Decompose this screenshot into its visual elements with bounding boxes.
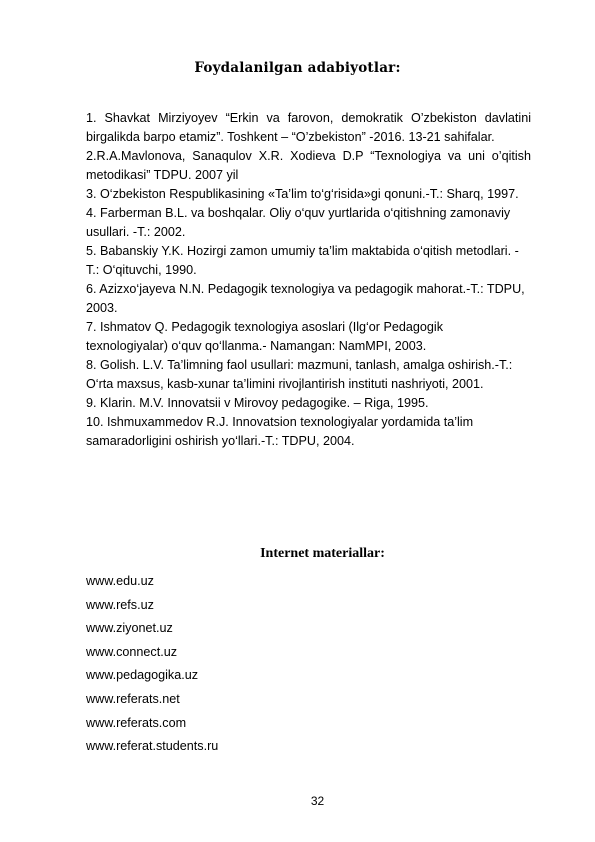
reference-first-line: 1. Shavkat Mirziyoyev “Erkin va farovon, demokratik O’zbekiston davlatini [86,111,531,125]
reference-text: birgalikda barpo etamiz”. Toshkent – “O’zbekiston” -2016. 13-21 sahifalar. [86,130,495,144]
reference-item [86,147,531,185]
reference-item [86,413,516,451]
internet-links-list [86,570,218,759]
reference-text: 4. Farberman B.L. va boshqalar. Oliy o‘quv yurtlarida o‘qitishning zamonaviy usullari. -T.: 2002. [86,206,511,239]
web-link: www.edu.uz [86,574,154,588]
web-link: www.referats.com [86,715,187,730]
reference-item [86,204,516,242]
references-list [86,109,531,451]
reference-item [86,356,526,394]
reference-item [86,394,531,413]
reference-text: metodikasi” TDPU. 2007 yil [86,168,239,182]
web-link: www.referat.students.ru [86,739,219,754]
reference-text: 5. Babanskiy Y.K. Hozirgi zamon umumiy ta’lim maktabida o‘qitish metodlari. - T.: O‘qituvchi, 1990. [86,244,519,277]
reference-text: 10. Ishmuxammedov R.J. Innovatsion texnologiyalar yordamida ta’lim samaradorligini oshirish yo‘llari.-T.: TDPU, 2004. [86,415,474,448]
reference-text: 8. Golish. L.V. Ta’limning faol usullari: mazmuni, tanlash, amalga oshirish.-T.: O‘rta maxsus, kasb-xunar ta’limini rivojlantirish instituti nashriyoti, 2001. [86,358,513,391]
page-number: 32 [310,794,325,808]
web-link: www.connect.uz [86,644,177,659]
web-link: www.pedagogika.uz [86,668,199,683]
reference-item [86,280,526,318]
web-link: www.referats.net [86,691,180,706]
reference-item [86,109,531,147]
reference-text: 6. Azizxo‘jayeva N.N. Pedagogik texnologiya va pedagogik mahorat.-T.: TDPU, 2003. [86,282,525,315]
reference-first-line: 2.R.A.Mavlonova, Sanaqulov X.R. Xodieva D.P “Texnologiya va uni o’qitish [86,149,531,163]
internet-materials-heading: Internet materiallar: [260,546,385,561]
reference-item [86,185,531,204]
web-link: www.ziyonet.uz [86,621,173,636]
reference-item [86,318,526,356]
web-link: www.refs.uz [86,597,154,612]
reference-text: 3. O‘zbekiston Respublikasining «Ta’lim to‘g‘risida»gi qonuni.-T.: Sharq, 1997. [86,187,519,201]
reference-item [86,242,526,280]
references-heading: Foydalanilgan adabiyotlar: [194,60,401,76]
reference-text: 7. Ishmatov Q. Pedagogik texnologiya asoslari (Ilg‘or Pedagogik texnologiyalar) o‘quv qo‘llanma.- Namangan: NamMPI, 2003. [86,320,444,353]
reference-text: 9. Klarin. M.V. Innovatsii v Mirovoy pedagogike. – Riga, 1995. [86,396,429,410]
